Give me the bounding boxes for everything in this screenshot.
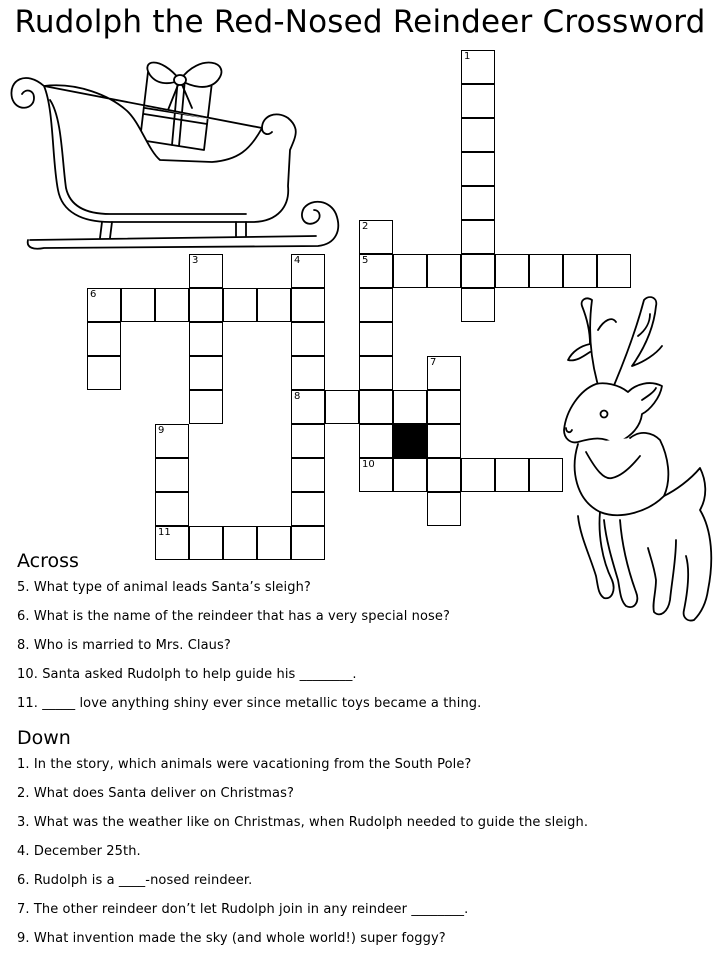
down-heading: Down: [17, 727, 71, 749]
clue-number: 4: [294, 255, 301, 266]
clue-number: 1: [464, 51, 471, 62]
grid-cell[interactable]: [393, 458, 427, 492]
clue-number: 3: [192, 255, 199, 266]
grid-cell[interactable]: [155, 492, 189, 526]
grid-cell[interactable]: [359, 322, 393, 356]
grid-cell[interactable]: [291, 356, 325, 390]
grid-cell[interactable]: [87, 356, 121, 390]
clue-across-5: 5. What type of animal leads Santa’s sleigh?: [17, 580, 311, 595]
across-heading: Across: [17, 550, 79, 572]
grid-cell[interactable]: [461, 220, 495, 254]
grid-cell[interactable]: [529, 458, 563, 492]
grid-cell[interactable]: [189, 288, 223, 322]
clue-down-2: 2. What does Santa deliver on Christmas?: [17, 786, 294, 801]
grid-cell[interactable]: [427, 356, 461, 390]
grid-cell[interactable]: [291, 288, 325, 322]
grid-cell[interactable]: [189, 322, 223, 356]
clue-number: 9: [158, 425, 165, 436]
grid-cell[interactable]: [359, 458, 393, 492]
grid-cell[interactable]: [155, 288, 189, 322]
grid-cell[interactable]: [155, 458, 189, 492]
grid-cell[interactable]: [359, 356, 393, 390]
grid-cell[interactable]: [393, 390, 427, 424]
grid-cell[interactable]: [597, 254, 631, 288]
grid-cell[interactable]: [461, 118, 495, 152]
across-clues: [17, 549, 481, 718]
clue-down-6: 6. Rudolph is a ____-nosed reindeer.: [17, 873, 253, 888]
grid-cell[interactable]: [461, 458, 495, 492]
grid-cell[interactable]: [393, 254, 427, 288]
grid-cell[interactable]: [325, 390, 359, 424]
grid-cell[interactable]: [257, 288, 291, 322]
grid-cell[interactable]: [291, 458, 325, 492]
grid-cell[interactable]: [87, 322, 121, 356]
grid-cell[interactable]: [495, 254, 529, 288]
clue-number: 7: [430, 357, 437, 368]
grid-cell[interactable]: [291, 424, 325, 458]
clue-down-4: 4. December 25th.: [17, 844, 141, 859]
grid-cell[interactable]: [359, 254, 393, 288]
grid-cell[interactable]: [427, 254, 461, 288]
grid-cell[interactable]: [359, 424, 393, 458]
grid-cell[interactable]: [189, 390, 223, 424]
clue-down-1: 1. In the story, which animals were vacationing from the South Pole?: [17, 757, 472, 772]
grid-cell[interactable]: [461, 254, 495, 288]
grid-cell[interactable]: [87, 288, 121, 322]
grid-cell[interactable]: [291, 254, 325, 288]
grid-cell[interactable]: [121, 288, 155, 322]
grid-cell[interactable]: [189, 356, 223, 390]
grid-cell[interactable]: [291, 322, 325, 356]
grid-cell[interactable]: [427, 458, 461, 492]
grid-cell[interactable]: [529, 254, 563, 288]
clue-number: 6: [90, 289, 97, 300]
clue-number: 10: [362, 459, 375, 470]
clue-across-6: 6. What is the name of the reindeer that has a very special nose?: [17, 609, 451, 624]
grid-cell[interactable]: [359, 220, 393, 254]
grid-cell[interactable]: [359, 288, 393, 322]
grid-cell[interactable]: [461, 186, 495, 220]
grid-cell[interactable]: [189, 254, 223, 288]
down-clues: [17, 726, 588, 953]
grid-cell[interactable]: [461, 152, 495, 186]
grid-cell[interactable]: [461, 50, 495, 84]
grid-cell[interactable]: [223, 288, 257, 322]
grid-cell[interactable]: [427, 424, 461, 458]
clue-number: 8: [294, 391, 301, 402]
clue-across-10: 10. Santa asked Rudolph to help guide his ________.: [17, 667, 357, 682]
black-cell: [393, 424, 427, 458]
grid-cell[interactable]: [427, 492, 461, 526]
clue-number: 2: [362, 221, 369, 232]
clue-number: 11: [158, 527, 171, 538]
clue-across-11: 11. _____ love anything shiny ever since metallic toys became a thing.: [17, 696, 482, 711]
grid-cell[interactable]: [359, 390, 393, 424]
grid-cell[interactable]: [495, 458, 529, 492]
grid-cell[interactable]: [291, 390, 325, 424]
grid-cell[interactable]: [461, 84, 495, 118]
grid-cell[interactable]: [563, 254, 597, 288]
grid-cell[interactable]: [291, 492, 325, 526]
clue-down-3: 3. What was the weather like on Christmas, when Rudolph needed to guide the sleigh.: [17, 815, 589, 830]
clue-down-9: 9. What invention made the sky (and whole world!) super foggy?: [17, 931, 446, 946]
clue-across-8: 8. Who is married to Mrs. Claus?: [17, 638, 231, 653]
clue-number: 5: [362, 255, 369, 266]
page-title: Rudolph the Red-Nosed Reindeer Crossword: [14, 4, 706, 40]
grid-cell[interactable]: [461, 288, 495, 322]
grid-cell[interactable]: [155, 424, 189, 458]
grid-cell[interactable]: [427, 390, 461, 424]
clue-down-7: 7. The other reindeer don’t let Rudolph join in any reindeer ________.: [17, 902, 469, 917]
